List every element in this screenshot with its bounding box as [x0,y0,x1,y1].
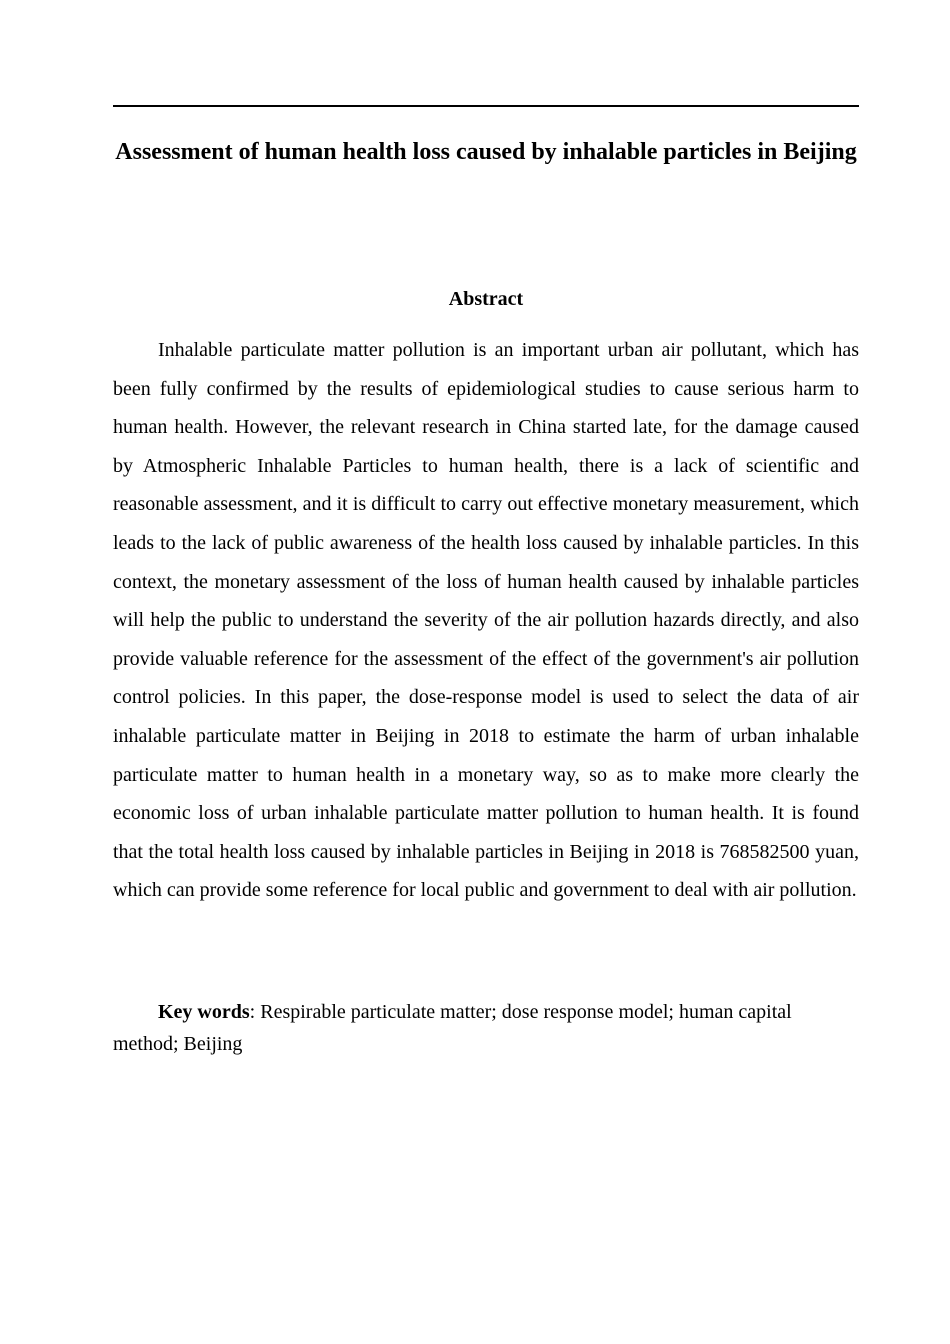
keywords-label: Key words [158,1001,250,1023]
keywords-separator: : [249,1001,261,1023]
paper-title: Assessment of human health loss caused by inhalable particles in Beijing [115,139,857,165]
abstract-body: Inhalable particulate matter pollution is an important urban air pollutant, which has been fully confirmed by the results of epidemiological studies to cause serious harm to human health. However, the relevant research in China started late, for the damage caused by Atmospheric Inhalable Particles to human health, there is a lack of scientific and reasonable assessment, and it is difficult to carry out effective monetary measurement, which leads to the lack of public awareness of the health loss caused by inhalable particles. In this context, the monetary assessment of the loss of human health caused by inhalable particles will help the public to understand the severity of the air pollution hazards directly, and also provide valuable reference for the assessment of the effect of the government's air pollution control policies. In this paper, the dose-response model is used to select the data of air inhalable particulate matter in Beijing in 2018 to estimate the harm of urban inhalable particulate matter to human health in a monetary way, so as to make more clearly the economic loss of urban inhalable particulate matter pollution to human health. It is found that the total health loss caused by inhalable particles in Beijing in 2018 is 768582500 yuan, which can provide some reference for local public and government to deal with air pollution. [113,339,859,902]
keywords-text: Respirable particulate matter; dose response model; human capital method; Beijing [113,1001,792,1055]
header-rule [113,105,859,107]
keywords-paragraph [113,996,813,1060]
abstract-heading: Abstract [448,288,524,310]
